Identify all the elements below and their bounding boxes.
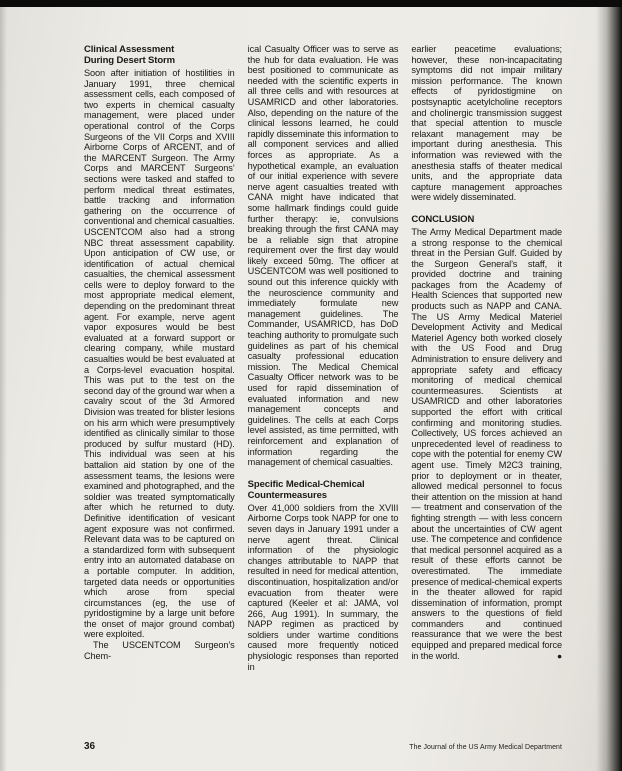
heading-line: CONCLUSION	[411, 213, 475, 225]
scan-edge-top	[0, 0, 622, 7]
heading-line: Clinical Assessment	[84, 44, 175, 55]
end-of-article-dot-icon: ●	[556, 650, 562, 661]
col2-paragraph-1: ical Casualty Officer was to serve as the hub for data evaluation. He was best positioned to communicate as needed with the scientific experts in all three cells and with resources at USAMRICD and other laboratories. Also, depending on the nature of the clinical lessons learned, he could rapidly disseminate this information to all component services and allied forces as appropriate. As a hypothetical example, an evaluation of our initial experience with severe nerve agent casualties treated with CANA might have indicated that some hallmark findings could guide further therapy: ie, convulsions breaking through the first CANA may be a reliable sign that atropine requirement over the first day would likely exceed 50mg. The officer at USCENTCOM was well positioned to sound out this inference quickly with the neuroscience community and immediately formulate new management guidelines. The Commander, USAMRICD, has DoD teaching authority to promulgate such guidelines as part of his chemical casualty professional education mission. The Medical Chemical Casualty Officer network was to be used for rapid dissemination of evaluated information and new management concepts and guidelines. The cells at each Corps level assisted, as time permitted, with reinforcement and explanation of information regarding the management of chemical casualties.	[247, 44, 399, 468]
clinical-assessment-heading	[84, 44, 235, 66]
countermeasures-heading	[248, 479, 399, 501]
column-1	[84, 44, 235, 756]
col3-paragraph-2	[411, 227, 562, 661]
heading-line: Specific Medical-Chemical	[247, 478, 365, 490]
conclusion-heading	[411, 214, 562, 225]
col3-paragraph-1: earlier peacetime evaluations; however, these non-incapacitating symptoms did not impair military mission performance. The known effects of pyridostigmine on postsynaptic acetylcholine receptors and cholinergic transmission suggest that special attention to muscle relaxant management may be important during anesthesia. This information was reviewed with the anesthesia staffs of theater medical units, and the appropriate data capture management approaches were widely disseminated.	[411, 44, 562, 203]
col2-paragraph-2: Over 41,000 soldiers from the XVIII Airborne Corps took NAPP for one to seven days in January 1991 under a nerve agent threat. Clinical information of the physiologic changes attributable to NAPP that resulted in need for medical attention, discontinuation, hospitalization and/or evacuation from theater were captured (Keeler et al: JAMA, vol 266, Aug 1991). In summary, the NAPP regimen as practiced by soldiers under wartime conditions caused more frequently noticed physiologic responses than reported in	[247, 502, 399, 672]
page-footer	[84, 741, 562, 752]
article-columns	[84, 44, 562, 756]
column-2	[248, 44, 399, 756]
heading-line: Countermeasures	[247, 489, 327, 501]
col1-paragraph-1: Soon after initiation of hostilities in January 1991, three chemical assessment cells, each composed of two experts in chemical casualty management, were placed under operational control of the Corps Surgeons of the VII Corps and XVIII Airborne Corps of ARCENT, and of the MARCENT Surgeon. The Army Corps and MARCENT Surgeons’ sections were tasked and staffed to perform medical threat estimates, battle tracking and information gathering on the occurrence of conventional and chemical casualties. USCENTCOM also had a strong NBC threat assessment capability. Upon anticipation of CW use, or identification of actual chemical casualties, the chemical assessment cells were to deploy forward to the most appropriate medical element, depending on the predominant threat agent. For example, nerve agent vapor exposures would be best evaluated at a forward support or clearing company, while mustard casualties would be best evaluated at a Corps-level evacuation hospital. This was put to the test on the second day of the ground war when a cavalry scout of the 3d Armored Division was treated for blister lesions on his arm which were presumptively identified as clinically similar to those produced by sulfur mustard (HD). This individual was seen at his battalion aid station by one of the assessment teams, the lesions were examined and photographed, and the soldier was treated symptomatically after which he returned to duty. Definitive identification of vesicant agent exposure was not confirmed. Relevant data was to be captured on a standardized form with subsequent entry into an automated database on a portable computer. In addition, targeted data needs or opportunities which arose from special circumstances (eg, the use of pyridostigmine by a large unit before the onset of major ground combat) were exploited.	[84, 68, 235, 640]
journal-title: The Journal of the US Army Medical Department	[409, 744, 562, 751]
col1-paragraph-2: The USCENTCOM Surgeon’s Chem-	[84, 640, 235, 661]
scan-edge-right	[596, 0, 622, 771]
heading-line: During Desert Storm	[84, 55, 176, 66]
scan-edge-left	[0, 7, 7, 771]
conclusion-text: The Army Medical Department made a strong response to the chemical threat in the Persian Gulf. Guided by the Surgeon General’s staff, it provided doctrine and training packages from the Academy of Health Sciences that supported new products such as NAPP and CANA. The US Army Medical Materiel Development Activity and Medical Materiel Agency both worked closely with the US Food and Drug Administration to ensure delivery and appropriate safety and efficacy monitoring of medical chemical countermeasures. Scientists at USAMRICD and other laboratories supported the effort with critical confirming and monitoring studies. Collectively, US forces achieved an unprecedented level of readiness to cope with the potential for enemy CW agent use. Timely M2C3 training, prior to deployment or in theater, allowed medical personnel to focus their attention on the mission at hand — treatment and conservation of the fighting strength — with less concern about the uncertainties of CW agent use. The competence and confidence that medical personnel acquired as a result of these efforts cannot be overestimated. The immediate presence of medical-chemical experts in the theater allowed for rapid dissemination of information, prompt answers to the questions of field commanders and continued reassurance that we were the best equipped and prepared medical force in the world.	[411, 226, 562, 661]
column-3	[411, 44, 562, 756]
page-number: 36	[84, 741, 96, 752]
